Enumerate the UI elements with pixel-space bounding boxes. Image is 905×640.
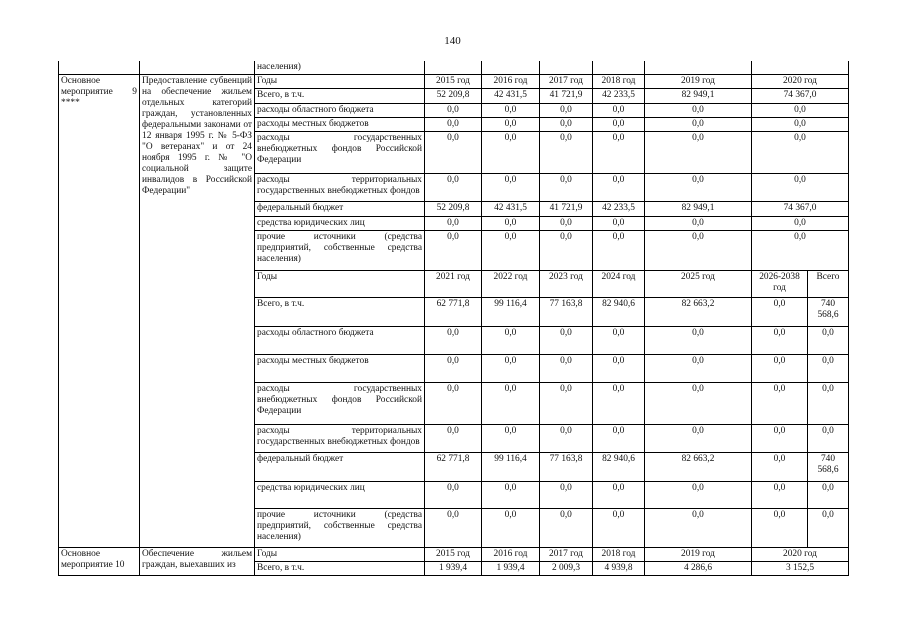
value-cell: 4 286,6 (645, 562, 752, 576)
year-header: 2015 год (425, 75, 482, 89)
row-label: расходы областного бюджета (255, 327, 425, 355)
value-cell: 82 940,6 (593, 453, 645, 482)
value-cell: 0,0 (540, 327, 593, 355)
value-cell: 0,0 (593, 482, 645, 509)
year-header: 2017 год (540, 75, 593, 89)
row-label: Всего, в т.ч. (255, 298, 425, 327)
row-label: средства юридических лиц (255, 217, 425, 231)
value-cell: 0,0 (752, 383, 808, 425)
value-cell: 0,0 (752, 104, 849, 118)
value-cell: 0,0 (540, 231, 593, 271)
row-label: расходы государственных внебюджетных фондов Российской Федерации (255, 132, 425, 174)
value-cell: 0,0 (808, 509, 849, 548)
value-cell: 0,0 (645, 425, 752, 453)
value-cell: 3 152,5 (752, 562, 849, 576)
value-cell: 0,0 (752, 482, 808, 509)
value-cell: 0,0 (752, 132, 849, 174)
row-label: федеральный бюджет (255, 453, 425, 482)
value-cell: 0,0 (425, 509, 482, 548)
value-cell: 42 431,5 (482, 202, 540, 217)
value-cell: 0,0 (645, 104, 752, 118)
table-body (59, 61, 849, 576)
value-cell: 0,0 (593, 104, 645, 118)
blank-cell (752, 61, 849, 75)
value-cell: 0,0 (540, 118, 593, 132)
value-cell: 0,0 (752, 174, 849, 202)
value-cell: 1 939,4 (482, 562, 540, 576)
value-cell: 0,0 (425, 118, 482, 132)
value-cell: 0,0 (425, 425, 482, 453)
value-cell: 0,0 (540, 104, 593, 118)
blank-cell (425, 61, 482, 75)
value-cell: 0,0 (593, 509, 645, 548)
years-label: Годы (255, 75, 425, 89)
activity-code: Основное мероприятие 9 **** (59, 75, 140, 548)
blank-cell (593, 61, 645, 75)
year-header: 2020 год (752, 75, 849, 89)
row-label: расходы территориальных государственных внебюджетных фондов (255, 174, 425, 202)
years-header-row (59, 548, 849, 562)
years-header-row (59, 75, 849, 89)
value-cell: 0,0 (645, 174, 752, 202)
value-cell: 0,0 (593, 327, 645, 355)
year-header: 2019 год (645, 548, 752, 562)
value-cell: 0,0 (752, 509, 808, 548)
value-cell: 42 431,5 (482, 89, 540, 104)
continuation-text: населения) (255, 61, 425, 75)
row-label: Всего, в т.ч. (255, 562, 425, 576)
year-header: 2023 год (540, 271, 593, 298)
value-cell: 0,0 (482, 383, 540, 425)
value-cell: 0,0 (425, 217, 482, 231)
years-label: Годы (255, 548, 425, 562)
value-cell: 82 663,2 (645, 453, 752, 482)
value-cell: 0,0 (425, 174, 482, 202)
value-cell: 0,0 (645, 509, 752, 548)
year-header: 2025 год (645, 271, 752, 298)
year-header: 2026-2038 год (752, 271, 808, 298)
value-cell: 74 367,0 (752, 202, 849, 217)
value-cell: 0,0 (645, 482, 752, 509)
activity-code: Основное мероприятие 10 (59, 548, 140, 576)
value-cell: 0,0 (425, 383, 482, 425)
value-cell: 2 009,3 (540, 562, 593, 576)
value-cell: 4 939,8 (593, 562, 645, 576)
value-cell: 74 367,0 (752, 89, 849, 104)
row-label: расходы областного бюджета (255, 104, 425, 118)
row-label: расходы государственных внебюджетных фондов Российской Федерации (255, 383, 425, 425)
year-header: 2016 год (482, 548, 540, 562)
value-cell: 0,0 (425, 132, 482, 174)
row-label: прочие источники (средства предприятий, собственные средства населения) (255, 231, 425, 271)
blank-cell (59, 61, 140, 75)
year-header: 2022 год (482, 271, 540, 298)
value-cell: 0,0 (482, 327, 540, 355)
value-cell: 77 163,8 (540, 298, 593, 327)
value-cell: 0,0 (540, 355, 593, 383)
value-cell: 0,0 (482, 104, 540, 118)
year-header: Всего (808, 271, 849, 298)
value-cell: 0,0 (752, 327, 808, 355)
value-cell: 740 568,6 (808, 453, 849, 482)
value-cell: 0,0 (540, 482, 593, 509)
value-cell: 0,0 (425, 355, 482, 383)
value-cell: 0,0 (540, 174, 593, 202)
value-cell: 0,0 (482, 231, 540, 271)
year-header: 2019 год (645, 75, 752, 89)
value-cell: 52 209,8 (425, 89, 482, 104)
year-header: 2016 год (482, 75, 540, 89)
value-cell: 0,0 (425, 104, 482, 118)
value-cell: 0,0 (593, 118, 645, 132)
value-cell: 0,0 (808, 482, 849, 509)
value-cell: 0,0 (752, 217, 849, 231)
year-header: 2018 год (593, 548, 645, 562)
value-cell: 0,0 (482, 509, 540, 548)
years-label: Годы (255, 271, 425, 298)
page-number: 140 (444, 35, 461, 47)
value-cell: 0,0 (540, 509, 593, 548)
value-cell: 0,0 (752, 453, 808, 482)
row-label: прочие источники (средства предприятий, собственные средства населения) (255, 509, 425, 548)
value-cell: 0,0 (593, 425, 645, 453)
value-cell: 0,0 (808, 355, 849, 383)
value-cell: 0,0 (645, 383, 752, 425)
year-header: 2021 год (425, 271, 482, 298)
value-cell: 0,0 (482, 425, 540, 453)
value-cell: 0,0 (645, 231, 752, 271)
row-label: средства юридических лиц (255, 482, 425, 509)
blank-cell (140, 61, 255, 75)
value-cell: 77 163,8 (540, 453, 593, 482)
value-cell: 0,0 (593, 132, 645, 174)
value-cell: 0,0 (593, 217, 645, 231)
activity-description: Обеспечение жильем граждан, выехавших из (140, 548, 255, 576)
year-header: 2020 год (752, 548, 849, 562)
value-cell: 0,0 (540, 132, 593, 174)
value-cell: 82 949,1 (645, 202, 752, 217)
value-cell: 42 233,5 (593, 202, 645, 217)
row-label: федеральный бюджет (255, 202, 425, 217)
value-cell: 62 771,8 (425, 298, 482, 327)
activity-description: Предоставление субвенций на обеспечение жильем отдельных категорий граждан, установленных федеральными законами от 12 января 1995 г. № 5-ФЗ "О ветеранах" и от 24 ноября 1995 г. № "О социальной защите инвалидов в Российской Федерации" (140, 75, 255, 548)
value-cell: 0,0 (752, 231, 849, 271)
value-cell: 0,0 (645, 355, 752, 383)
year-header: 2024 год (593, 271, 645, 298)
value-cell: 0,0 (425, 327, 482, 355)
value-cell: 0,0 (593, 174, 645, 202)
value-cell: 62 771,8 (425, 453, 482, 482)
continuation-row (59, 61, 849, 75)
value-cell: 0,0 (482, 132, 540, 174)
value-cell: 0,0 (540, 425, 593, 453)
value-cell: 42 233,5 (593, 89, 645, 104)
value-cell: 0,0 (645, 118, 752, 132)
value-cell: 0,0 (808, 425, 849, 453)
value-cell: 52 209,8 (425, 202, 482, 217)
value-cell: 0,0 (540, 383, 593, 425)
value-cell: 1 939,4 (425, 562, 482, 576)
value-cell: 0,0 (593, 231, 645, 271)
value-cell: 0,0 (645, 217, 752, 231)
value-cell: 0,0 (425, 482, 482, 509)
year-header: 2018 год (593, 75, 645, 89)
row-label: расходы территориальных государственных внебюджетных фондов (255, 425, 425, 453)
row-label: расходы местных бюджетов (255, 355, 425, 383)
value-cell: 0,0 (482, 482, 540, 509)
blank-cell (482, 61, 540, 75)
value-cell: 0,0 (752, 118, 849, 132)
value-cell: 0,0 (752, 425, 808, 453)
value-cell: 0,0 (482, 355, 540, 383)
blank-cell (540, 61, 593, 75)
value-cell: 0,0 (593, 355, 645, 383)
value-cell: 0,0 (482, 217, 540, 231)
value-cell: 0,0 (752, 298, 808, 327)
value-cell: 0,0 (540, 217, 593, 231)
value-cell: 0,0 (593, 383, 645, 425)
funding-table (58, 61, 849, 576)
value-cell: 0,0 (752, 355, 808, 383)
value-cell: 82 940,6 (593, 298, 645, 327)
value-cell: 0,0 (808, 383, 849, 425)
year-header: 2015 год (425, 548, 482, 562)
value-cell: 41 721,9 (540, 202, 593, 217)
blank-cell (645, 61, 752, 75)
value-cell: 82 663,2 (645, 298, 752, 327)
value-cell: 99 116,4 (482, 298, 540, 327)
year-header: 2017 год (540, 548, 593, 562)
value-cell: 0,0 (645, 132, 752, 174)
value-cell: 0,0 (482, 174, 540, 202)
value-cell: 0,0 (425, 231, 482, 271)
value-cell: 0,0 (808, 327, 849, 355)
value-cell: 99 116,4 (482, 453, 540, 482)
row-label: Всего, в т.ч. (255, 89, 425, 104)
value-cell: 0,0 (645, 327, 752, 355)
value-cell: 41 721,9 (540, 89, 593, 104)
value-cell: 82 949,1 (645, 89, 752, 104)
value-cell: 740 568,6 (808, 298, 849, 327)
row-label: расходы местных бюджетов (255, 118, 425, 132)
value-cell: 0,0 (482, 118, 540, 132)
